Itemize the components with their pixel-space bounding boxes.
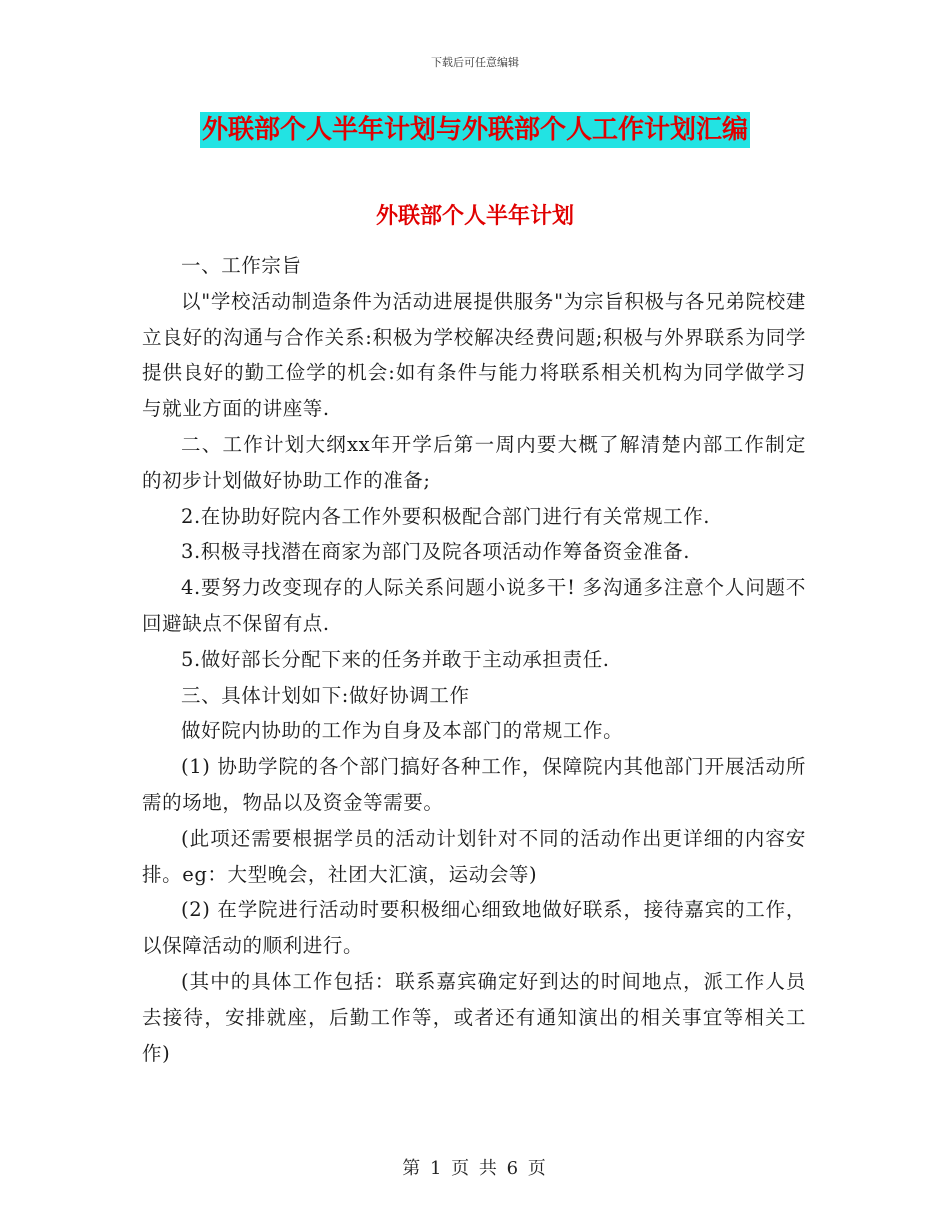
paragraph: 4.要努力改变现存的人际关系问题小说多干! 多沟通多注意个人问题不回避缺点不保留有点. — [142, 576, 806, 635]
document-title: 外联部个人半年计划与外联部个人工作计划汇编 — [200, 112, 750, 148]
page-number: 第 1 页 共 6 页 — [402, 1158, 548, 1179]
download-note: 下载后可任意编辑 — [431, 56, 519, 69]
paragraph: 一、工作宗旨 — [181, 254, 302, 277]
paragraph: 5.做好部长分配下来的任务并敢于主动承担责任. — [181, 647, 610, 671]
document-title-container — [0, 112, 950, 148]
paragraph: 3.积极寻找潜在商家为部门及院各项活动作筹备资金准备. — [181, 540, 691, 564]
paragraph: 三、具体计划如下:做好协调工作 — [181, 683, 470, 707]
paragraph: (2) 在学院进行活动时要积极细心细致地做好联系，接待嘉宾的工作，以保障活动的顺利进行。 — [142, 898, 806, 958]
section-title: 外联部个人半年计划 — [375, 204, 574, 229]
paragraph: 二、工作计划大纲xx年开学后第一周内要大概了解清楚内部工作制定的初步计划做好协助工作的准备; — [142, 432, 806, 492]
paragraph: 做好院内协助的工作为自身及本部门的常规工作。 — [181, 719, 624, 743]
paragraph: (此项还需要根据学员的活动计划针对不同的活动作出更详细的内容安排。eg：大型晚会，社团大汇演，运动会等) — [142, 826, 806, 886]
paragraph: (1) 协助学院的各个部门搞好各种工作，保障院内其他部门开展活动所需的场地，物品以及资金等需要。 — [142, 755, 806, 814]
paragraph: 2.在协助好院内各工作外要积极配合部门进行有关常规工作. — [181, 504, 711, 528]
document-body — [142, 248, 806, 1071]
paragraph: (其中的具体工作包括：联系嘉宾确定好到达的时间地点，派工作人员去接待，安排就座，后勤工作等，或者还有通知演出的相关事宜等相关工作) — [142, 969, 806, 1065]
paragraph: 以"学校活动制造条件为活动进展提供服务"为宗旨积极与各兄弟院校建立良好的沟通与合作关系:积极为学校解决经费问题;积极与外界联系为同学提供良好的勤工俭学的机会:如有条件与能力将联系相关机构为同学做学习与就业方面的讲座等. — [142, 289, 806, 421]
